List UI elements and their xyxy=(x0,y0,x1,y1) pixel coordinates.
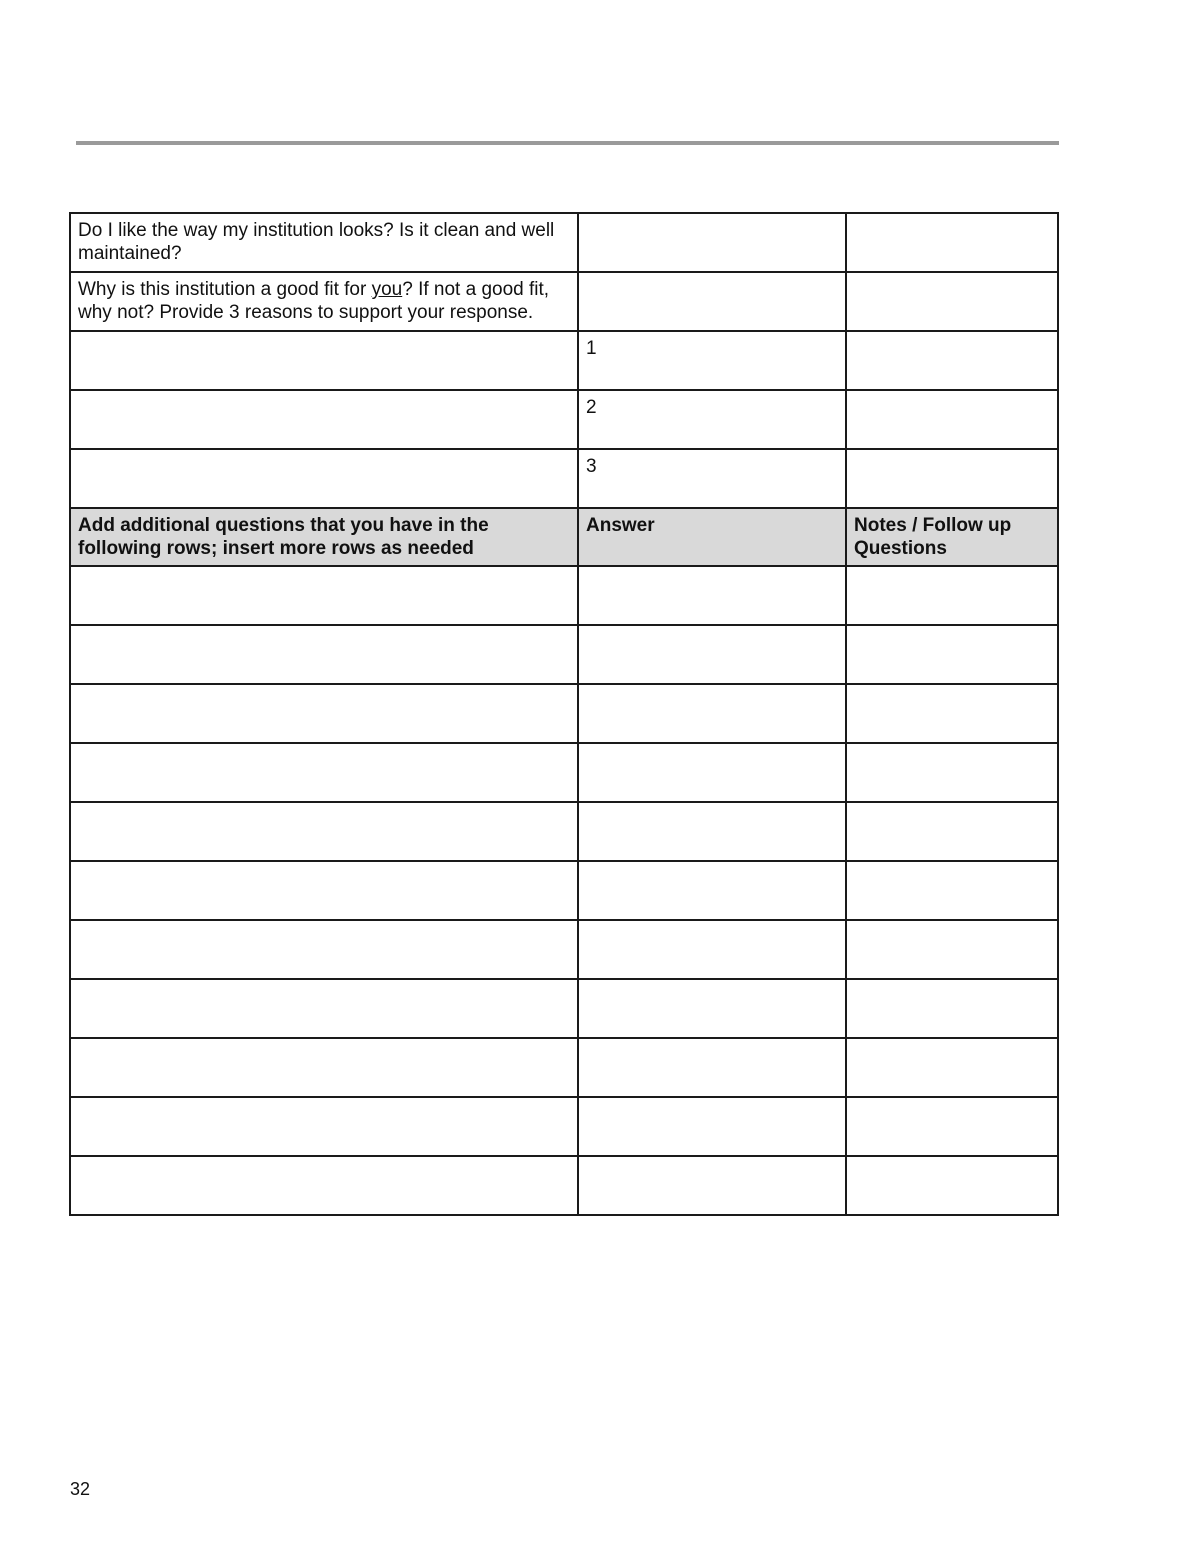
top-divider xyxy=(76,141,1059,145)
page-number: 32 xyxy=(70,1479,91,1499)
table-row xyxy=(70,920,1058,979)
question-cell[interactable] xyxy=(70,979,578,1038)
table-row xyxy=(70,390,1058,449)
table-row xyxy=(70,625,1058,684)
header-notes: Notes / Follow up Questions xyxy=(846,508,1058,566)
answer-cell[interactable] xyxy=(578,802,846,861)
answer-cell[interactable] xyxy=(578,272,846,331)
answer-cell[interactable] xyxy=(578,861,846,920)
notes-cell[interactable] xyxy=(846,272,1058,331)
reason-number-cell[interactable]: 3 xyxy=(578,449,846,508)
notes-cell[interactable] xyxy=(846,979,1058,1038)
notes-cell[interactable] xyxy=(846,213,1058,272)
question-cell[interactable] xyxy=(70,684,578,743)
notes-cell[interactable] xyxy=(846,331,1058,390)
table-row xyxy=(70,1156,1058,1215)
answer-cell[interactable] xyxy=(578,979,846,1038)
table-row xyxy=(70,743,1058,802)
notes-cell[interactable] xyxy=(846,390,1058,449)
question-cell[interactable] xyxy=(70,743,578,802)
answer-cell[interactable] xyxy=(578,625,846,684)
table-row xyxy=(70,684,1058,743)
question-cell[interactable] xyxy=(70,920,578,979)
answer-cell[interactable] xyxy=(578,1038,846,1097)
question-cell[interactable] xyxy=(70,1097,578,1156)
question-cell[interactable] xyxy=(70,390,578,449)
table-row xyxy=(70,802,1058,861)
table-row xyxy=(70,213,1058,272)
questions-table xyxy=(69,212,1059,1216)
question-cell[interactable] xyxy=(70,625,578,684)
notes-cell[interactable] xyxy=(846,625,1058,684)
notes-cell[interactable] xyxy=(846,1097,1058,1156)
notes-cell[interactable] xyxy=(846,920,1058,979)
answer-cell[interactable] xyxy=(578,920,846,979)
table-row xyxy=(70,861,1058,920)
notes-cell[interactable] xyxy=(846,1038,1058,1097)
answer-cell[interactable] xyxy=(578,566,846,625)
question-text: ? If not a good fit, why not? Provide 3 reasons to support your response. xyxy=(78,279,550,323)
table-row xyxy=(70,449,1058,508)
table-row xyxy=(70,1097,1058,1156)
emphasis-text: you xyxy=(371,279,403,300)
table-row xyxy=(70,272,1058,331)
question-cell[interactable] xyxy=(70,1156,578,1215)
notes-cell[interactable] xyxy=(846,1156,1058,1215)
reason-number-cell[interactable]: 2 xyxy=(578,390,846,449)
notes-cell[interactable] xyxy=(846,566,1058,625)
table-header-row xyxy=(70,508,1058,566)
answer-cell[interactable] xyxy=(578,743,846,802)
answer-cell[interactable] xyxy=(578,684,846,743)
question-cell[interactable] xyxy=(70,861,578,920)
notes-cell[interactable] xyxy=(846,802,1058,861)
question-cell[interactable] xyxy=(70,331,578,390)
reason-number-cell[interactable]: 1 xyxy=(578,331,846,390)
question-cell: Do I like the way my institution looks? Is it clean and well maintained? xyxy=(70,213,578,272)
question-cell[interactable] xyxy=(70,566,578,625)
table-row xyxy=(70,331,1058,390)
answer-cell[interactable] xyxy=(578,213,846,272)
question-cell xyxy=(70,272,578,331)
notes-cell[interactable] xyxy=(846,449,1058,508)
notes-cell[interactable] xyxy=(846,743,1058,802)
notes-cell[interactable] xyxy=(846,861,1058,920)
table-row xyxy=(70,979,1058,1038)
header-additional-questions: Add additional questions that you have in the following rows; insert more rows as needed xyxy=(70,508,578,566)
header-answer: Answer xyxy=(578,508,846,566)
question-cell[interactable] xyxy=(70,1038,578,1097)
answer-cell[interactable] xyxy=(578,1097,846,1156)
blank-rows xyxy=(70,566,1058,1215)
table-row xyxy=(70,566,1058,625)
question-text: Why is this institution a good fit for xyxy=(78,279,372,300)
table-row xyxy=(70,1038,1058,1097)
question-cell[interactable] xyxy=(70,802,578,861)
question-cell[interactable] xyxy=(70,449,578,508)
notes-cell[interactable] xyxy=(846,684,1058,743)
answer-cell[interactable] xyxy=(578,1156,846,1215)
